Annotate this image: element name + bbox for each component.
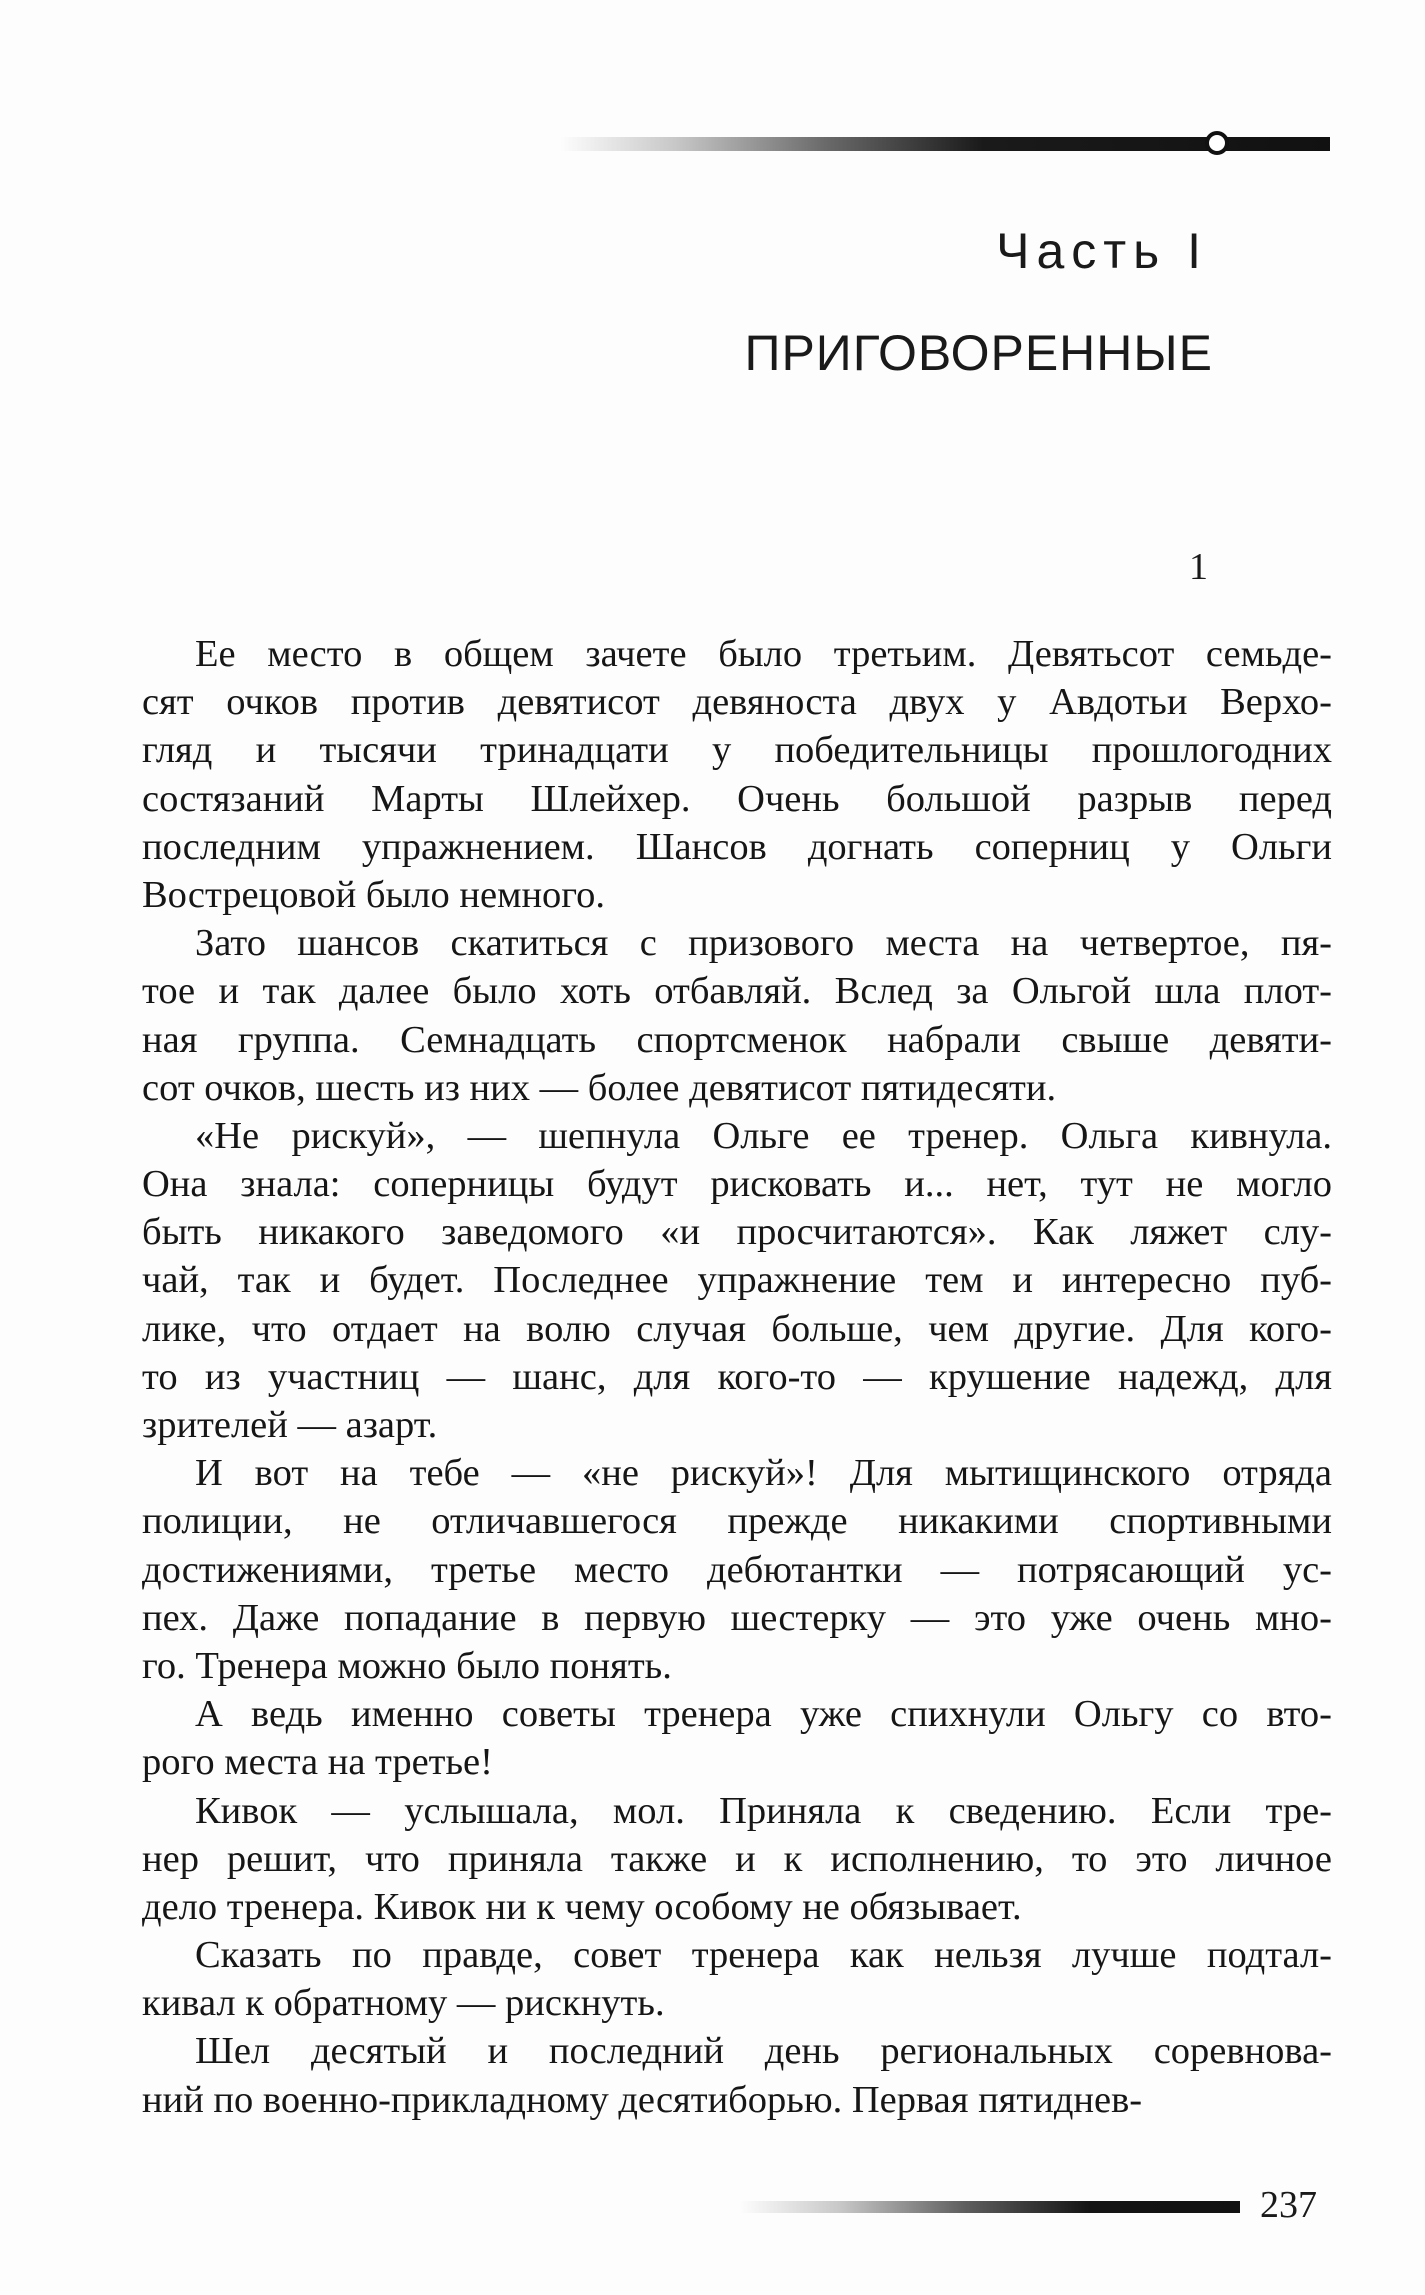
text-line: Кивок — услышала, мол. Приняла к сведению. Если тре- [195, 1789, 1332, 1832]
page-number: 237 [1260, 2184, 1317, 2226]
text-line: сят очков против девятисот девяноста двух у Авдотьи Верхо- [142, 681, 1332, 724]
paragraph [142, 630, 1332, 919]
text-line: быть никакого заведомого «и просчитаются». Как ляжет слу- [142, 1211, 1332, 1254]
text-line: сот очков, шесть из них — более девятисот пятидесяти. [142, 1066, 1057, 1109]
paragraph [142, 919, 1332, 1112]
text-line: Зато шансов скатиться с призового места на четвертое, пя- [195, 922, 1332, 965]
text-line: Сказать по правде, совет тренера как нельзя лучше подтал- [195, 1934, 1332, 1977]
text-line: ний по военно-прикладному десятиборью. Первая пятиднев- [142, 2078, 1143, 2121]
part-title: ПРИГОВОРЕННЫЕ [744, 325, 1213, 381]
paragraph [142, 1449, 1332, 1690]
text-line: И вот на тебе — «не рискуй»! Для мытищинского отряда [195, 1452, 1332, 1495]
chapter-number: 1 [1189, 546, 1208, 588]
text-line: Шел десятый и последний день региональных соревнова- [195, 2030, 1332, 2073]
text-line: пех. Даже попадание в первую шестерку — это уже очень мно- [142, 1596, 1332, 1639]
text-line: го. Тренера можно было понять. [142, 1644, 672, 1687]
text-line: Ее место в общем зачете было третьим. Девятьсот семьде- [195, 633, 1332, 675]
text-line: А ведь именно советы тренера уже спихнули Ольгу со вто- [195, 1693, 1332, 1736]
text-line: полиции, не отличавшегося прежде никакими спортивными [142, 1500, 1332, 1543]
text-line: рого места на третье! [142, 1741, 493, 1784]
text-line: состязаний Марты Шлейхер. Очень большой разрыв перед [142, 777, 1332, 820]
text-line: кивал к обратному — рискнуть. [142, 1982, 665, 2025]
paragraph [142, 1112, 1332, 1449]
text-line: гляд и тысячи тринадцати у победительницы прошлогодних [142, 729, 1332, 772]
text-line: зрителей — азарт. [142, 1404, 438, 1446]
text-line: нер решит, что приняла также и к исполнению, то это личное [142, 1837, 1332, 1880]
text-line: чай, так и будет. Последнее упражнение тем и интересно пуб- [142, 1259, 1332, 1302]
text-line: Вострецовой было немного. [142, 873, 606, 916]
text-line: дело тренера. Кивок ни к чему особому не обязывает. [142, 1885, 1022, 1928]
paragraph [142, 1931, 1332, 2027]
text-line: Она знала: соперницы будут рисковать и... нет, тут не могло [142, 1163, 1332, 1206]
text-line: достижениями, третье место дебютантки — потрясающий ус- [142, 1548, 1332, 1591]
text-line: то из участниц — шанс, для кого-то — крушение надежд, для [142, 1355, 1332, 1398]
paragraph [142, 2027, 1332, 2123]
top-ornament-knob [1205, 131, 1229, 155]
part-label: Часть I [996, 223, 1208, 279]
paragraph [142, 1690, 1332, 1786]
text-line: тое и так далее было хоть отбавляй. Вслед за Ольгой шла плот- [142, 970, 1332, 1013]
text-line: лике, что отдает на волю случая больше, чем другие. Для кого- [142, 1307, 1332, 1350]
text-line: ная группа. Семнадцать спортсменок набрали свыше девяти- [142, 1018, 1332, 1061]
text-line: «Не рискуй», — шепнула Ольге ее тренер. Ольга кивнула. [195, 1114, 1332, 1157]
bottom-ornament-rule [740, 2201, 1240, 2213]
body-text [142, 630, 1332, 2124]
paragraph [142, 1787, 1332, 1932]
text-line: последним упражнением. Шансов догнать соперниц у Ольги [142, 825, 1332, 868]
